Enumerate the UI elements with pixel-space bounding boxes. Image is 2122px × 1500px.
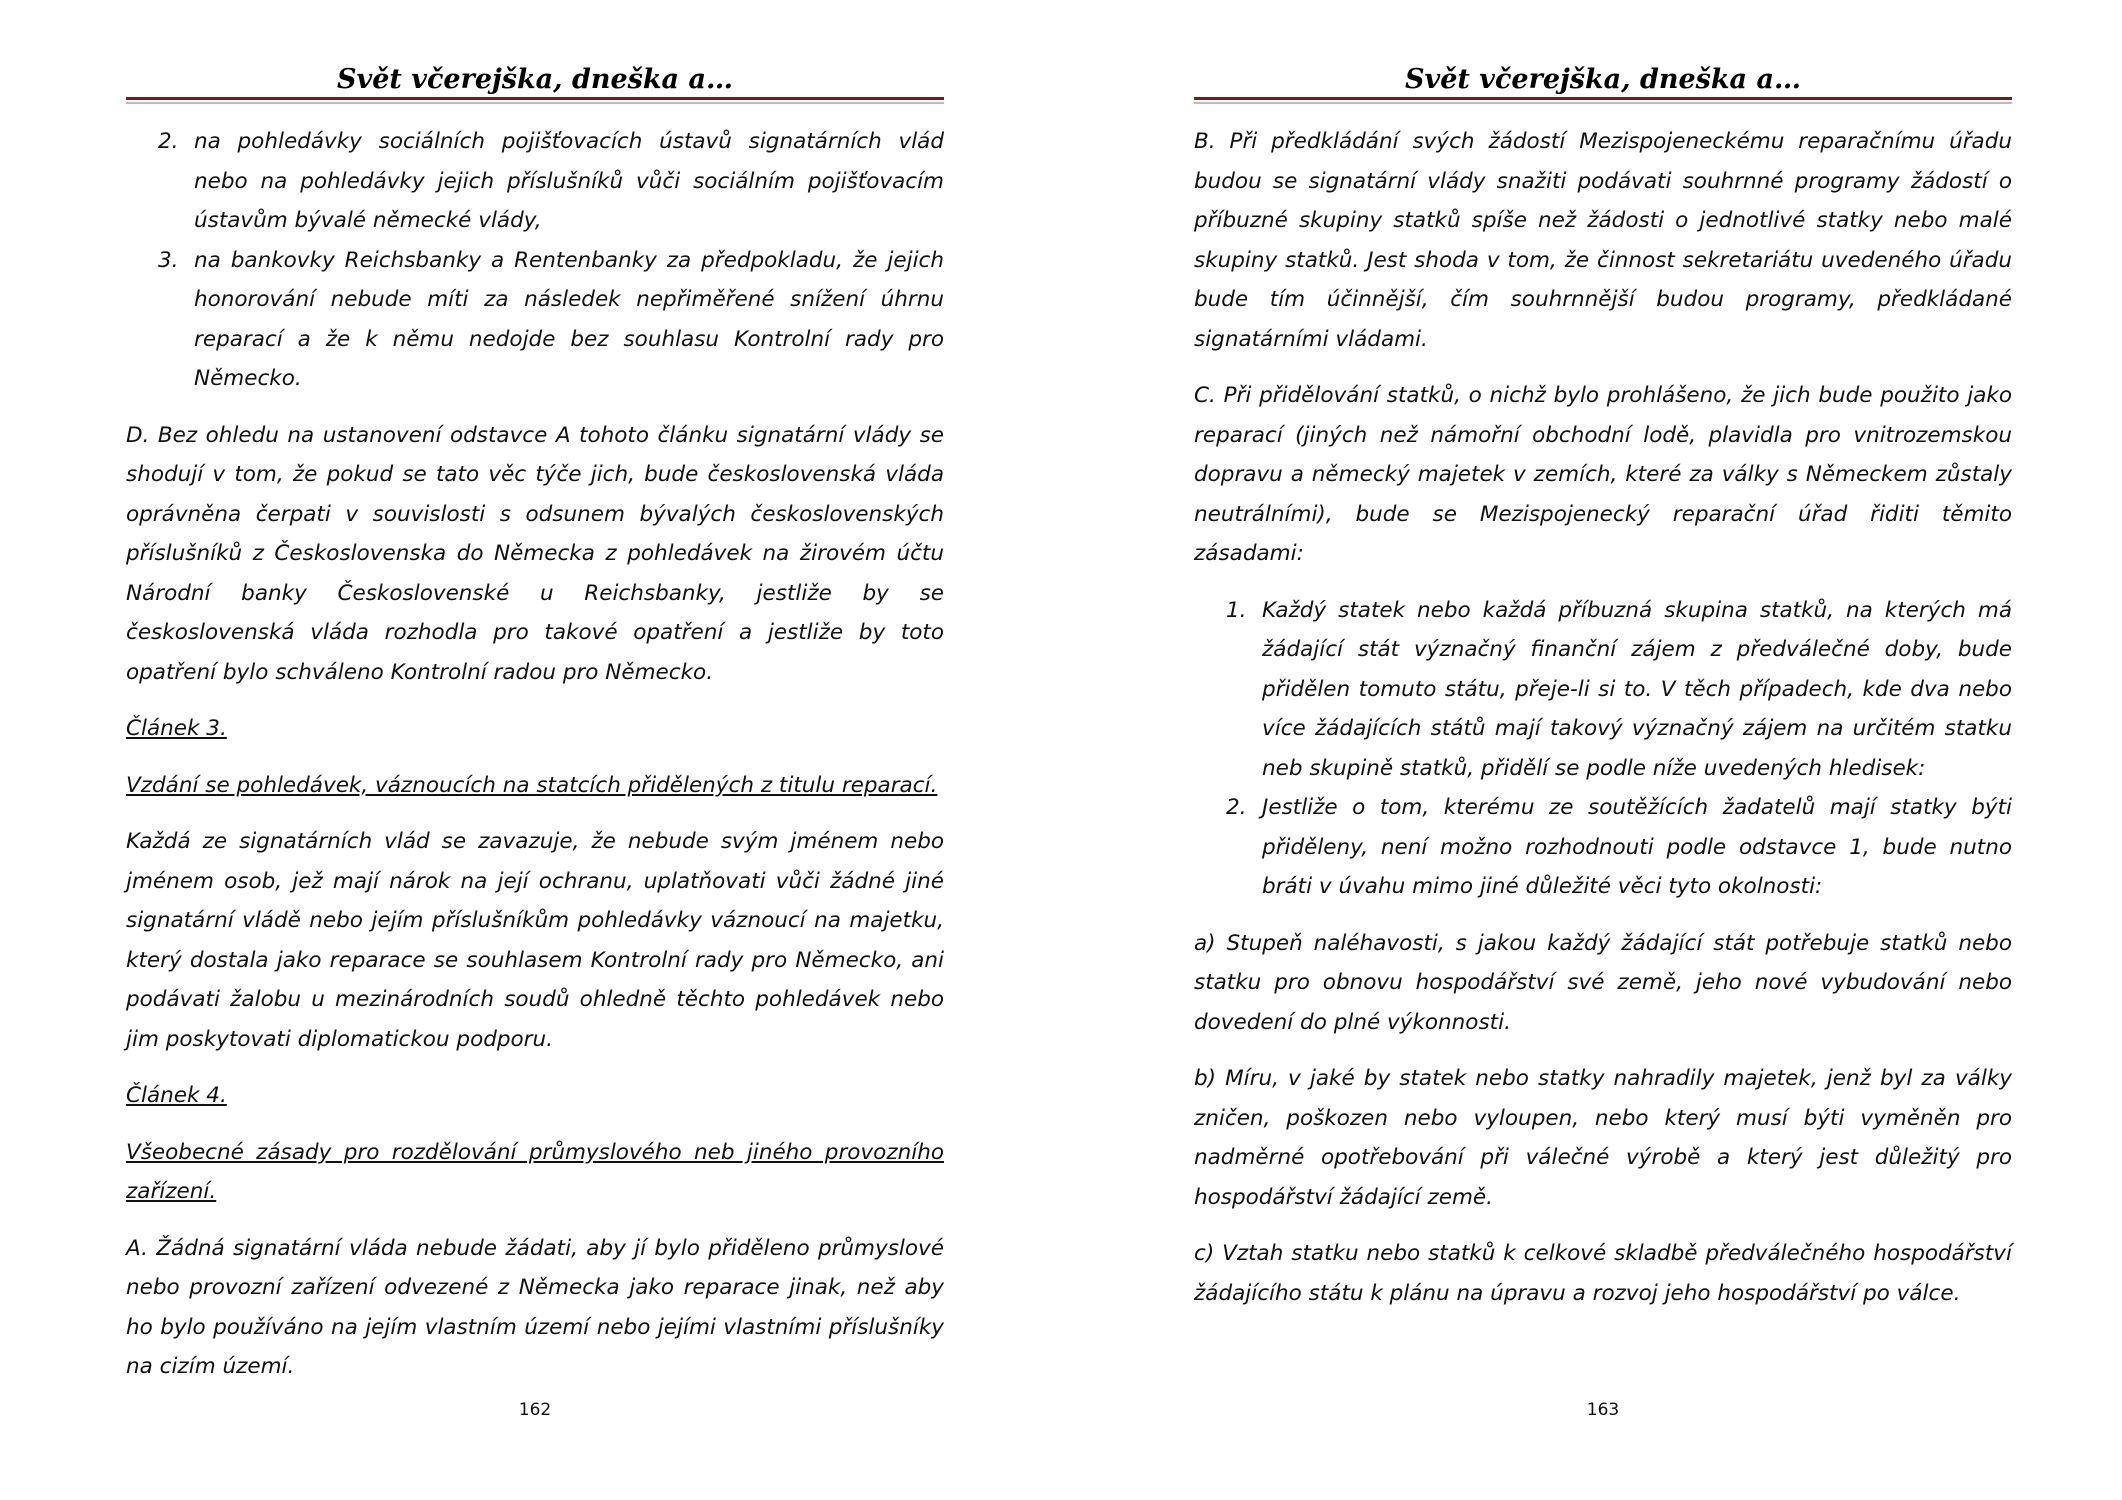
list-text: na bankovky Reichsbanky a Rentenbanky za předpokladu, že jejich honorování nebude míti za následek nepřiměřené snížení úhrnu reparací a že k němu nedojde bez souhlasu Kontrolní rady pro Německo. [194, 247, 944, 391]
paragraph-a-small: a) Stupeň naléhavosti, s jakou každý žádající stát potřebuje statků nebo statku pro obnovu hospodářství své země, jeho nové vybudování nebo dovedení do plné výkonnosti. [1194, 930, 2012, 1035]
list-number: 2. [1226, 795, 1247, 820]
list-item [1194, 591, 2012, 789]
running-header: Svět včerejška, dneška a… [337, 64, 733, 95]
article-3-heading: Článek 3. [126, 716, 227, 741]
numbered-list [126, 122, 944, 399]
article-3-title: Vzdání se pohledávek, váznoucích na statcích přidělených z titulu reparací. [126, 772, 938, 798]
list-item [126, 122, 944, 241]
paragraph-d: D. Bez ohledu na ustanovení odstavce A tohoto článku signatární vlády se shodují v tom, že pokud se tato věc týče jich, bude československá vláda oprávněna čerpati v souvislosti s odsunem bývalých československých příslušníků z Československa do Německa z pohledávek na žirovém účtu Národní banky Československé u Reichsbanky, jestliže by se československá vláda rozhodla pro takové opatření a jestliže by toto opatření bylo schváleno Kontrolní radou pro Německo. [126, 422, 944, 685]
running-header: Svět včerejška, dneška a… [1405, 64, 1801, 95]
page-body [126, 122, 944, 1404]
paragraph-b-small: b) Míru, v jaké by statek nebo statky nahradily majetek, jenž byl za války zničen, poškozen nebo vyloupen, nebo který musí býti vyměněn pro nadměrné opotřebování při válečné výrobě a který jest důležitý pro hospodářství žádající země. [1194, 1066, 2012, 1210]
list-item [1194, 788, 2012, 907]
list-text: na pohledávky sociálních pojišťovacích ústavů signatárních vlád nebo na pohledávky jejich příslušníků vůči sociálním pojišťovacím ústavům bývalé německé vlády, [194, 129, 944, 233]
page-number: 163 [1586, 1400, 1620, 1420]
header-rule [1194, 97, 2012, 105]
page-body [1194, 122, 2012, 1330]
article-3-text: Každá ze signatárních vlád se zavazuje, že nebude svým jménem nebo jménem osob, jež mají nárok na její ochranu, uplatňovati vůči žádné jiné signatární vládě nebo jejím příslušníkům pohledávky váznoucí na majetku, který dostala jako reparace se souhlasem Kontrolní rady pro Německo, ani podávati žalobu u mezinárodních soudů ohledně těchto pohledávek nebo jim poskytovati diplomatickou podporu. [126, 829, 944, 1052]
numbered-list [1194, 591, 2012, 907]
paragraph-c-small: c) Vztah statku nebo statků k celkové skladbě předválečného hospodářství žádajícího státu k plánu na úpravu a rozvoj jeho hospodářství po válce. [1194, 1241, 2012, 1306]
list-number: 2. [158, 129, 179, 154]
paragraph-c: C. Při přidělování statků, o nichž bylo prohlášeno, že jich bude použito jako reparací (jiných než námořní obchodní lodě, plavidla pro vnitrozemskou dopravu a německý majetek v zemích, které za války s Německem zůstaly neutrálními), bude se Mezispojenecký reparační úřad řiditi těmito zásadami: [1194, 383, 2012, 566]
article-4-title: Všeobecné zásady pro rozdělování průmyslového neb jiného provozního zařízení. [126, 1139, 944, 1204]
list-number: 3. [158, 247, 179, 273]
paragraph-b: B. Při předkládání svých žádostí Mezispojeneckému reparačnímu úřadu budou se signatární vlády snažiti podávati souhrnné programy žádostí o příbuzné skupiny statků spíše než žádosti o jednotlivé statky nebo malé skupiny statků. Jest shoda v tom, že činnost sekretariátu uvedeného úřadu bude tím účinnější, čím souhrnnější budou programy, předkládané signatárními vládami. [1194, 129, 2012, 352]
list-item [126, 241, 944, 399]
article-4-paragraph-a: A. Žádná signatární vláda nebude žádati, aby jí bylo přiděleno průmyslové nebo provozní zařízení odvezené z Německa jako reparace jinak, než aby ho bylo používáno na jejím vlastním území nebo jejími vlastními příslušníky na cizím území. [126, 1235, 944, 1379]
page-number: 162 [518, 1400, 552, 1420]
header-rule [126, 97, 944, 105]
list-text: Každý statek nebo každá příbuzná skupina statků, na kterých má žádající stát význačný finanční zájem z předválečné doby, bude přidělen tomuto státu, přeje-li si to. V těch případech, kde dva nebo více žádajících států mají takový význačný zájem na určitém statku neb skupině statků, přidělí se podle níže uvedených hledisek: [1262, 597, 2012, 781]
list-text: Jestliže o tom, kterému ze soutěžících žadatelů mají statky býti přiděleny, není možno rozhodnouti podle odstavce 1, bude nutno bráti v úvahu mimo jiné důležité věci tyto okolnosti: [1262, 795, 2012, 899]
article-4-heading: Článek 4. [126, 1083, 227, 1108]
list-number: 1. [1226, 597, 1247, 623]
